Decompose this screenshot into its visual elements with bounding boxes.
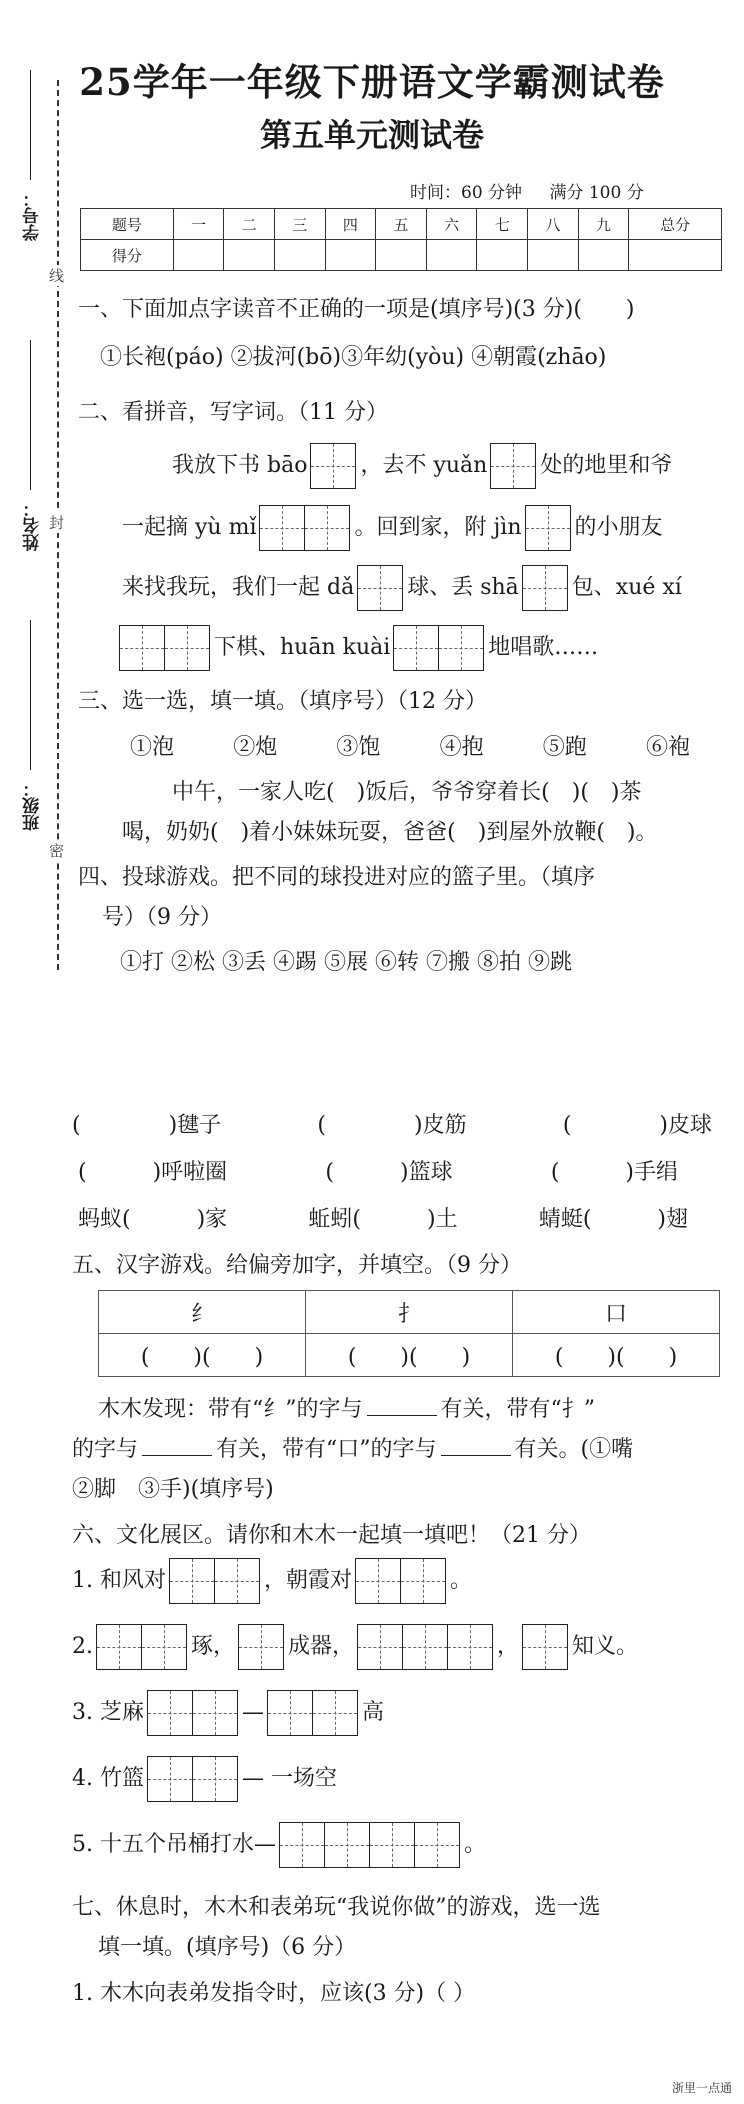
answer-boxes[interactable] (280, 1822, 460, 1868)
char-box[interactable] (414, 1822, 460, 1868)
char-box[interactable] (324, 1822, 370, 1868)
q6-text: 1. 和风对 (72, 1568, 166, 1593)
q3-options (130, 730, 690, 761)
char-box[interactable] (357, 1624, 403, 1670)
char-box[interactable] (147, 1690, 193, 1736)
score-cell[interactable] (173, 240, 224, 271)
answer-boxes[interactable] (97, 1624, 187, 1670)
score-cell[interactable] (224, 240, 275, 271)
q6-text: 。 (463, 1832, 486, 1857)
char-box[interactable] (164, 625, 210, 671)
q7-sub-1: 1. 木木向表弟发指令时，应该(3 分)（ ） (72, 1981, 476, 2006)
radical-answer[interactable]: ( )( ) (99, 1334, 306, 1377)
name-blank (30, 340, 31, 490)
q3-text-1: 中午，一家人吃( )饭后，爷爷穿着长( )( )茶 (172, 780, 642, 805)
q6-item-3 (72, 1690, 384, 1736)
char-box[interactable] (279, 1822, 325, 1868)
char-box[interactable] (304, 505, 350, 551)
score-header-cell: 题号 (81, 209, 174, 240)
q2-text: 地唱歌…… (488, 635, 599, 660)
char-box[interactable] (522, 1624, 568, 1670)
time-label: 时间：60 分钟 (410, 183, 523, 203)
option-item: ⑥袍 (645, 735, 690, 760)
page-subtitle: 第五单元测试卷 (259, 116, 484, 154)
class-label: 班级： (23, 780, 43, 831)
q5-text: 有关，带有“口”的字与 (216, 1437, 437, 1462)
q4-options: ①打 ②松 ③丢 ④踢 ⑤展 ⑥转 ⑦搬 ⑧拍 ⑨跳 (120, 950, 572, 975)
score-cell[interactable] (578, 240, 629, 271)
score-header-cell: 七 (477, 209, 528, 240)
q7-heading-2: 填一填。(填序号)（6 分） (98, 1935, 357, 1960)
q5-text: 的字与 (72, 1437, 139, 1462)
answer-boxes[interactable] (148, 1690, 238, 1736)
radical-cell: 扌 (306, 1291, 513, 1334)
score-cell[interactable] (274, 240, 325, 271)
animal-item: 蜻蜓( )翅 (538, 1207, 688, 1232)
q4-row-1 (72, 1108, 712, 1139)
q2-text: 我放下书 bāo (172, 453, 308, 478)
full-score-label: 满分 100 分 (549, 183, 644, 203)
score-header-cell: 八 (528, 209, 579, 240)
q2-line-3 (122, 565, 682, 611)
char-box[interactable] (490, 443, 536, 489)
q5-text: 有关。(①嘴 (514, 1437, 634, 1462)
radical-answer[interactable]: ( )( ) (306, 1334, 513, 1377)
answer-boxes[interactable] (148, 1756, 238, 1802)
char-box[interactable] (267, 1690, 313, 1736)
q6-text: 琢， (191, 1634, 236, 1659)
score-header-cell: 总分 (629, 209, 722, 240)
q6-text: 高 (361, 1700, 384, 1725)
q5-text-1 (98, 1392, 595, 1423)
answer-boxes[interactable] (526, 505, 571, 551)
q2-text: 球、丢 shā (407, 575, 519, 600)
animal-item: 蚂蚁( )家 (78, 1207, 228, 1232)
ball-item: ( )毽子 (72, 1113, 222, 1138)
q5-text: 木木发现：带有“纟”的字与 (98, 1397, 363, 1422)
q1-heading: 一、下面加点字读音不正确的一项是(填序号)(3 分)( ) (78, 297, 635, 322)
score-cell[interactable] (426, 240, 477, 271)
answer-boxes[interactable] (491, 443, 536, 489)
q4-row-2 (78, 1155, 678, 1186)
q3-heading: 三、选一选，填一填。（填序号）（12 分） (78, 689, 487, 714)
q6-text: — 一场空 (241, 1766, 337, 1791)
cut-label-xian: 线 (49, 267, 65, 285)
char-box[interactable] (357, 565, 403, 611)
radical-table (98, 1290, 720, 1377)
score-header-cell: 三 (274, 209, 325, 240)
answer-boxes[interactable] (523, 1624, 568, 1670)
answer-boxes[interactable] (394, 625, 484, 671)
fill-blank[interactable] (367, 1397, 437, 1416)
answer-boxes[interactable] (260, 505, 350, 551)
char-box[interactable] (141, 1624, 187, 1670)
radical-cell: 纟 (99, 1291, 306, 1334)
score-cell[interactable] (528, 240, 579, 271)
char-box[interactable] (119, 625, 165, 671)
radical-answer-row (99, 1334, 720, 1377)
answer-boxes[interactable] (358, 1624, 493, 1670)
char-box[interactable] (238, 1624, 284, 1670)
q2-heading: 二、看拼音，写字词。（11 分） (78, 400, 388, 425)
answer-boxes[interactable] (523, 565, 568, 611)
q6-text: ，朝霞对 (263, 1568, 352, 1593)
score-value-row (81, 240, 722, 271)
answer-boxes[interactable] (268, 1690, 358, 1736)
q2-text: 。回到家，附 jìn (354, 515, 522, 540)
answer-boxes[interactable] (120, 625, 210, 671)
fill-blank[interactable] (142, 1437, 212, 1456)
answer-boxes[interactable] (311, 443, 356, 489)
score-header-cell: 五 (376, 209, 427, 240)
q3-text-2: 喝，奶奶( )着小妹妹玩耍，爸爸( )到屋外放鞭( )。 (122, 820, 658, 845)
score-header-cell: 六 (426, 209, 477, 240)
q6-item-4 (72, 1756, 337, 1802)
q6-heading: 六、文化展区。请你和木木一起填一填吧！（21 分） (72, 1523, 591, 1548)
cut-label-mi: 密 (49, 842, 65, 860)
q5-text: 有关，带有“扌” (440, 1397, 595, 1422)
exam-meta (410, 178, 666, 203)
char-box[interactable] (214, 1558, 260, 1604)
q6-text: ， (497, 1634, 520, 1659)
score-header-row (81, 209, 722, 240)
q6-item-5 (72, 1822, 486, 1868)
radical-cell: 口 (513, 1291, 720, 1334)
answer-boxes[interactable] (239, 1624, 284, 1670)
score-header-cell: 一 (173, 209, 224, 240)
option-item: ③饱 (336, 735, 381, 760)
radical-answer[interactable]: ( )( ) (513, 1334, 720, 1377)
q6-item-1 (72, 1558, 472, 1604)
score-cell[interactable] (325, 240, 376, 271)
ball-item: ( )皮球 (562, 1113, 712, 1138)
q6-text: 知义。 (572, 1634, 639, 1659)
char-box[interactable] (355, 1558, 401, 1604)
answer-boxes[interactable] (358, 565, 403, 611)
q4-heading-1: 四、投球游戏。把不同的球投进对应的篮子里。（填序 (78, 865, 596, 890)
option-item: ④抱 (439, 735, 484, 760)
ball-item: ( )手绢 (550, 1160, 678, 1185)
char-box[interactable] (312, 1690, 358, 1736)
char-box[interactable] (400, 1558, 446, 1604)
q6-text: 成器， (288, 1634, 355, 1659)
q5-text-2 (72, 1432, 633, 1463)
ball-item: ( )篮球 (325, 1160, 453, 1185)
q2-line-1 (172, 443, 672, 489)
score-row-label: 得分 (81, 240, 174, 271)
name-label: 姓名： (23, 500, 43, 551)
char-box[interactable] (525, 505, 571, 551)
q5-heading: 五、汉字游戏。给偏旁加字，并填空。（9 分） (72, 1253, 522, 1278)
q6-item-2 (72, 1624, 638, 1670)
char-box[interactable] (522, 565, 568, 611)
option-item: ①泡 (130, 735, 175, 760)
fill-blank[interactable] (441, 1437, 511, 1456)
score-header-cell: 四 (325, 209, 376, 240)
q6-text: 。 (450, 1568, 473, 1593)
score-cell[interactable] (376, 240, 427, 271)
char-box[interactable] (447, 1624, 493, 1670)
score-header-cell: 二 (224, 209, 275, 240)
q2-line-2 (122, 505, 663, 551)
q2-text: 来找我玩，我们一起 dǎ (122, 575, 355, 600)
q2-text: 一起摘 yù mǐ (122, 515, 257, 540)
option-item: ⑤跑 (542, 735, 587, 760)
q6-text: 3. 芝麻 (72, 1700, 144, 1725)
q2-text: 的小朋友 (574, 515, 663, 540)
char-box[interactable] (393, 625, 439, 671)
student-no-label: 学号： (23, 190, 43, 241)
q2-text: ，去不 yuǎn (360, 453, 488, 478)
answer-boxes[interactable] (170, 1558, 260, 1604)
score-cell[interactable] (629, 240, 722, 271)
q1-options: ①长袍(páo) ②拔河(bō)③年幼(yòu) ④朝霞(zhāo) (100, 345, 607, 370)
q4-row-3 (78, 1202, 688, 1233)
q6-text: 2. (72, 1634, 93, 1659)
ball-item: ( )呼啦圈 (78, 1160, 228, 1185)
q2-line-4 (120, 625, 598, 671)
q2-text: 下棋、huān kuài (214, 635, 391, 660)
score-header-cell: 九 (578, 209, 629, 240)
q6-text: 4. 竹篮 (72, 1766, 144, 1791)
radical-row (99, 1291, 720, 1334)
ball-item: ( )皮筋 (317, 1113, 467, 1138)
score-table (80, 208, 722, 271)
char-box[interactable] (438, 625, 484, 671)
char-box[interactable] (369, 1822, 415, 1868)
score-cell[interactable] (477, 240, 528, 271)
q6-text: 5. 十五个吊桶打水— (72, 1832, 276, 1857)
char-box[interactable] (147, 1756, 193, 1802)
footer-watermark: 浙里一点通 (671, 2081, 732, 2095)
class-blank (30, 620, 31, 770)
animal-item: 蚯蚓( )土 (308, 1207, 458, 1232)
q4-heading-2: 号）（9 分） (102, 905, 222, 930)
char-box[interactable] (192, 1690, 238, 1736)
q7-heading-1: 七、休息时，木木和表弟玩“我说你做”的游戏，选一选 (72, 1895, 601, 1920)
char-box[interactable] (310, 443, 356, 489)
q5-text-3: ②脚 ③手)(填序号) (72, 1477, 274, 1502)
cut-label-feng: 封 (49, 514, 65, 532)
char-box[interactable] (402, 1624, 448, 1670)
option-item: ②炮 (233, 735, 278, 760)
page-title: 25学年一年级下册语文学霸测试卷 (79, 60, 665, 104)
char-box[interactable] (259, 505, 305, 551)
q2-text: 处的地里和爷 (540, 453, 673, 478)
q2-text: 包、xué xí (571, 575, 682, 600)
char-box[interactable] (169, 1558, 215, 1604)
answer-boxes[interactable] (356, 1558, 446, 1604)
char-box[interactable] (192, 1756, 238, 1802)
q6-text: — (241, 1700, 264, 1725)
char-box[interactable] (96, 1624, 142, 1670)
